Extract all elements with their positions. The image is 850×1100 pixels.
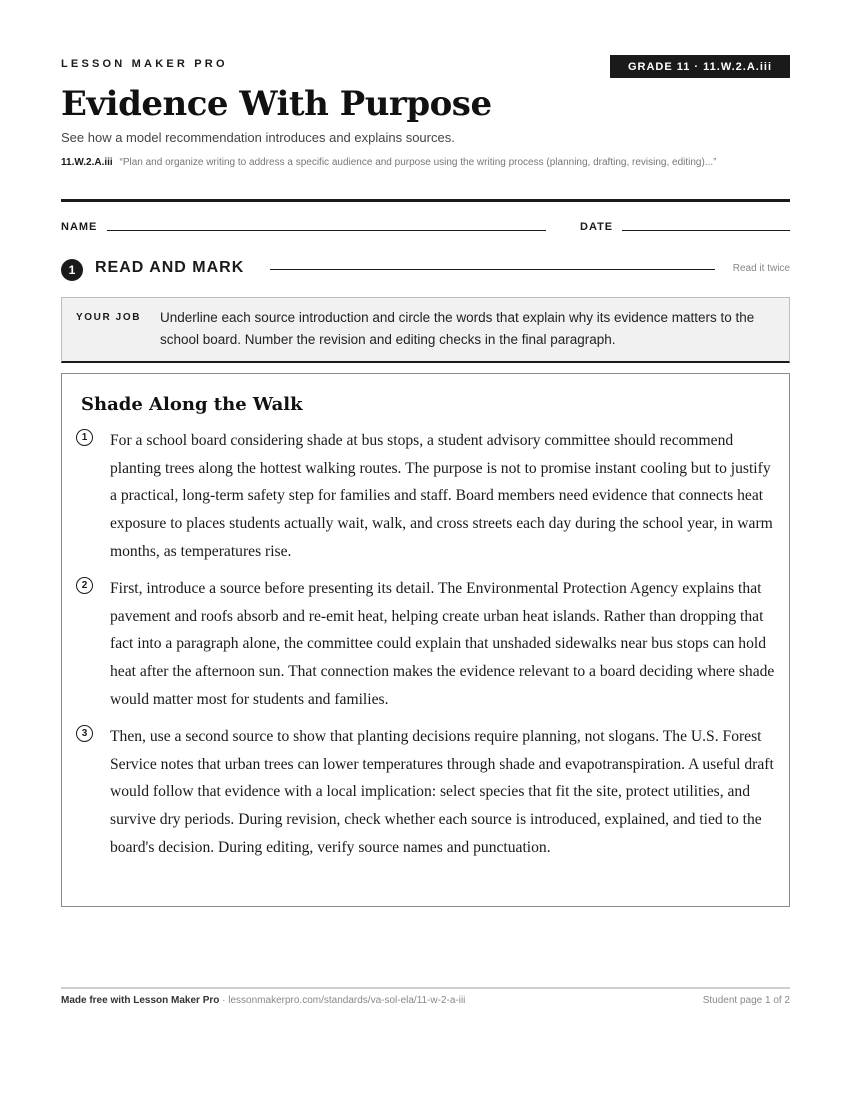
paragraph-text: First, introduce a source before presenting its detail. The Environmental Protection Agency explains that pavement and roofs absorb and re-emit heat, helping create urban heat islands. Rather than dropping that fact into a paragraph alone, the committee could explain that unshaded sidewalks near bus stops can hold heat after the afternoon sun. That connection makes the evidence relevant to a board deciding where shade would matter most for students and families.	[110, 580, 775, 708]
standard-code: 11.W.2.A.iii	[61, 157, 113, 168]
paragraph-number-badge: 1	[76, 429, 93, 446]
your-job-box	[61, 297, 790, 363]
name-label: NAME	[61, 221, 98, 233]
page-title: Evidence With Purpose	[61, 84, 492, 124]
brand-name: LESSON MAKER PRO	[61, 58, 228, 70]
worksheet-page	[61, 0, 790, 1100]
section-note: Read it twice	[732, 263, 790, 274]
date-label: DATE	[580, 221, 614, 233]
section-title: READ AND MARK	[95, 259, 245, 276]
passage-title: Shade Along the Walk	[81, 394, 303, 415]
date-field[interactable]	[622, 230, 790, 231]
footer-credit	[61, 995, 465, 1006]
paragraph-number-badge: 2	[76, 577, 93, 594]
paragraph-text: Then, use a second source to show that planting decisions require planning, not slogans. The U.S. Forest Service notes that urban trees can lower temperatures through shade and evapotranspiration. A useful draft would follow that evidence with a local implication: select species that fit the site, protect utilities, and survive dry periods. During revision, check whether each source is introduced, explained, and tied to the board's decision. During editing, verify source names and punctuation.	[110, 728, 774, 856]
name-field[interactable]	[107, 230, 546, 231]
your-job-instructions: Underline each source introduction and circle the words that explain why its evidence matters to the school board. Number the revision and editing checks in the final paragraph.	[160, 310, 755, 347]
standard-text: “Plan and organize writing to address a specific audience and purpose using the writing process (planning, drafting, revising, editing)...”	[119, 157, 717, 168]
paragraph-number-badge: 3	[76, 725, 93, 742]
standard-description	[61, 154, 790, 171]
footer-made-with: Made free with Lesson Maker Pro	[61, 995, 220, 1006]
section-number-badge: 1	[61, 259, 83, 281]
page-subtitle: See how a model recommendation introduces and explains sources.	[61, 130, 455, 145]
paragraph-text: For a school board considering shade at bus stops, a student advisory committee should recommend planting trees along the hottest walking routes. The purpose is not to promise instant cooling but to justify a practical, long-term safety step for families and staff. Board members need evidence that connects heat exposure to places students actually wait, walk, and cross streets each day during the school year, in warm months, as temperatures rise.	[110, 432, 773, 560]
section-divider	[270, 269, 715, 270]
reading-passage	[61, 373, 790, 907]
your-job-label: YOUR JOB	[76, 312, 142, 323]
footer-url[interactable]: · lessonmakerpro.com/standards/va-sol-ela/11-w-2-a-iii	[219, 995, 466, 1006]
header-divider	[61, 199, 790, 202]
footer-page-number: Student page 1 of 2	[702, 995, 790, 1006]
footer-divider	[61, 987, 790, 989]
grade-badge: GRADE 11 · 11.W.2.A.iii	[610, 55, 790, 78]
